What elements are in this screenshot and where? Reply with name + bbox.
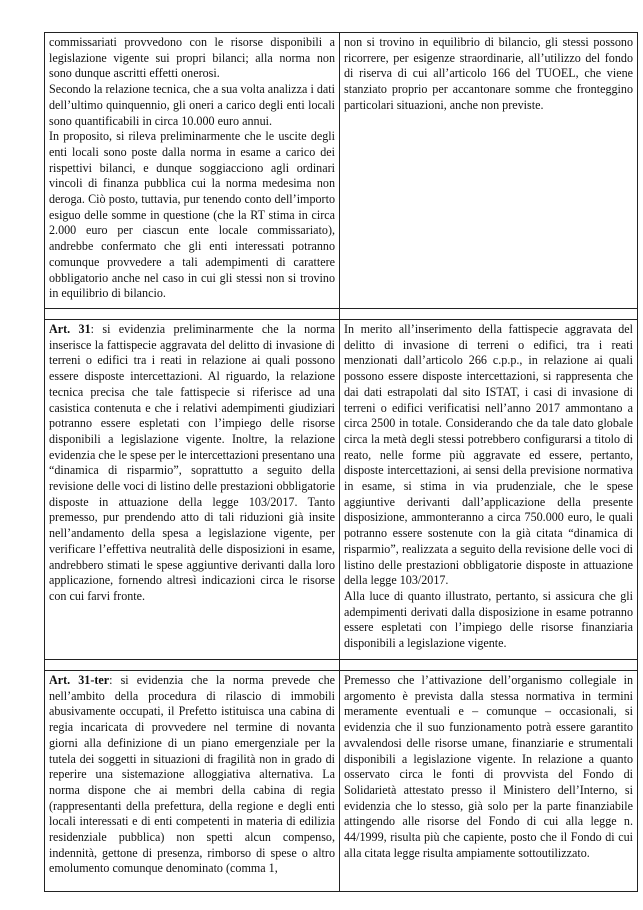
- response-cell: [340, 671, 638, 892]
- paragraph: [49, 673, 335, 877]
- table-row: [45, 33, 638, 309]
- paragraph: non si trovino in equilibrio di bilancio, gli stessi possono ricorrere, per esigenze straordinarie, all’utilizzo del fondo di riserva di cui all’articolo 166 del TUOEL, che viene stanziato proprio per accantonare somme che fronteggino particolari situazioni, anche non previste.: [344, 35, 633, 112]
- spacer-row: [45, 309, 638, 320]
- observation-cell: [45, 320, 340, 660]
- table-row: [45, 320, 638, 660]
- paragraph: In proposito, si rileva preliminarmente che le uscite degli enti locali sono poste dalla norma in esame a carico dei rispettivi bilanci, e dunque soggiacciono agli ordinari vincoli di finanza pubblica cui la norma medesima non deroga. Ciò posto, tuttavia, pur tenendo conto dell’importo esiguo delle somme in questione (che la RT stima in circa 2.000 euro per ciascun ente locale commissariato), andrebbe confermato che gli enti interessati potranno comunque provvedere a tali adempimenti di carattere obbligatorio anche nel caso in cui gli stessi non si trovino in equilibrio di bilancio.: [49, 129, 335, 301]
- response-cell: [340, 320, 638, 660]
- paragraph: Alla luce di quanto illustrato, pertanto, si assicura che gli adempimenti derivati dalla disposizione in esame potranno essere espletati con l’impiego delle risorse finanziaria disponibili a legislazione vigente.: [344, 588, 633, 651]
- spacer-cell: [45, 660, 340, 671]
- spacer-cell: [340, 309, 638, 320]
- spacer-row: [45, 660, 638, 671]
- paragraph: Secondo la relazione tecnica, che a sua volta analizza i dati dell’ultimo quinquennio, gli oneri a carico degli enti locali sono quantificabili in circa 10.000 euro annui.: [49, 82, 335, 128]
- spacer-cell: [45, 309, 340, 320]
- article-label: Art. 31-ter: [49, 673, 110, 687]
- observation-cell: [45, 671, 340, 892]
- article-text: : si evidenzia preliminarmente che la norma inserisce la fattispecie aggravata del delitto di invasione di terreni o edifici tra i reati in relazione ai quali possono essere disposte intercettazioni. Al riguardo, la relazione tecnica precisa che tale fattispecie si riferisce ad una casistica contenuta e che i relativi adempimenti giudiziari potranno essere espletati con l’impiego delle risorse disponibili a legislazione vigente. Inoltre, la relazione evidenzia che le spese per le intercettazioni presentano una “dinamica di risparmio”, soprattutto a seguito della revisione delle voci di listino delle prestazioni obbligatorie disposte in attuazione della legge 103/2017. Tanto premesso, pur prendendo atto di tali riduzioni già insite nell’andamento della spesa a legislazione vigente, per verificare l’effettiva neutralità delle disposizioni in esame, andrebbero stimati le spese aggiuntive derivanti dalla loro applicazione, fornendo altresì indicazioni circa le risorse con cui farvi fronte.: [49, 322, 335, 603]
- table-row: [45, 671, 638, 892]
- paragraph: In merito all’inserimento della fattispecie aggravata del delitto di invasione di terreni o edifici, tra i reati menzionati dall’articolo 266 c.p.p., in relazione ai quali possono essere disposte intercettazioni, si rappresenta che dai dati estrapolati dal sito ISTAT, i casi di invasione di terreni o edifici verificatisi nell’anno 2017 ammontano a circa 2500 in totale. Considerando che da tale dato globale circa la metà degli stessi potrebbero configurarsi a titolo di reato, nelle forme più aggravate ed essere, pertanto, disposte intercettazioni, ai sensi della previsione normativa in esame, si stima in via prudenziale, che le spese aggiuntive derivanti dall’applicazione della presente disposizione, ammonteranno a circa 750.000 euro, le quali potranno essere sostenute con la già citata “dinamica di risparmio”, realizzata a seguito della revisione delle voci di listino delle prestazioni obbligatorie disposte in attuazione della legge 103/2017.: [344, 322, 633, 588]
- observation-cell: [45, 33, 340, 309]
- spacer-cell: [340, 660, 638, 671]
- article-text: : si evidenzia che la norma prevede che nell’ambito della procedura di rilascio di immobili abusivamente occupati, il Prefetto istituisca una cabina di regia incaricata di provvedere nel termine di novanta giorni alla definizione di un piano emergenziale per la tutela dei soggetti in situazioni di fragilità non in grado di reperire una sistemazione alloggiativa alternativa. La norma dispone che ai membri della cabina di regia (rappresentanti della prefettura, della regione e degli enti locali interessati e di enti competenti in materia di edilizia residenziale pubblica) non spetti alcun compenso, indennità, gettone di presenza, rimborso di spese o altro emolumento comunque denominato (comma 1,: [49, 673, 336, 876]
- comparison-table: [44, 32, 638, 892]
- paragraph: commissariati provvedono con le risorse disponibili a legislazione vigente sui propri bilanci; alla norma non sono dunque ascritti effetti onerosi.: [49, 35, 335, 81]
- response-cell: [340, 33, 638, 309]
- article-label: Art. 31: [49, 322, 91, 336]
- paragraph: [49, 322, 335, 605]
- paragraph: Premesso che l’attivazione dell’organismo collegiale in argomento è prevista dalla stessa normativa in termini meramente eventuali e – comunque – occasionali, si evidenzia che il suo funzionamento potrà essere garantito avvalendosi delle risorse umane, finanziarie e strumentali disponibili a legislazione vigente. In relazione a quanto osservato circa le fonti di provvista del Fondo di Solidarietà attestato presso il Ministero dell’Interno, si evidenzia che lo stesso, già solo per la parte finanziabile attingendo alle risorse del Fondo di cui alla legge n. 44/1999, risulta più che capiente, posto che il Fondo di cui alla citata legge risulta ampiamente sottoutilizzato.: [344, 673, 633, 860]
